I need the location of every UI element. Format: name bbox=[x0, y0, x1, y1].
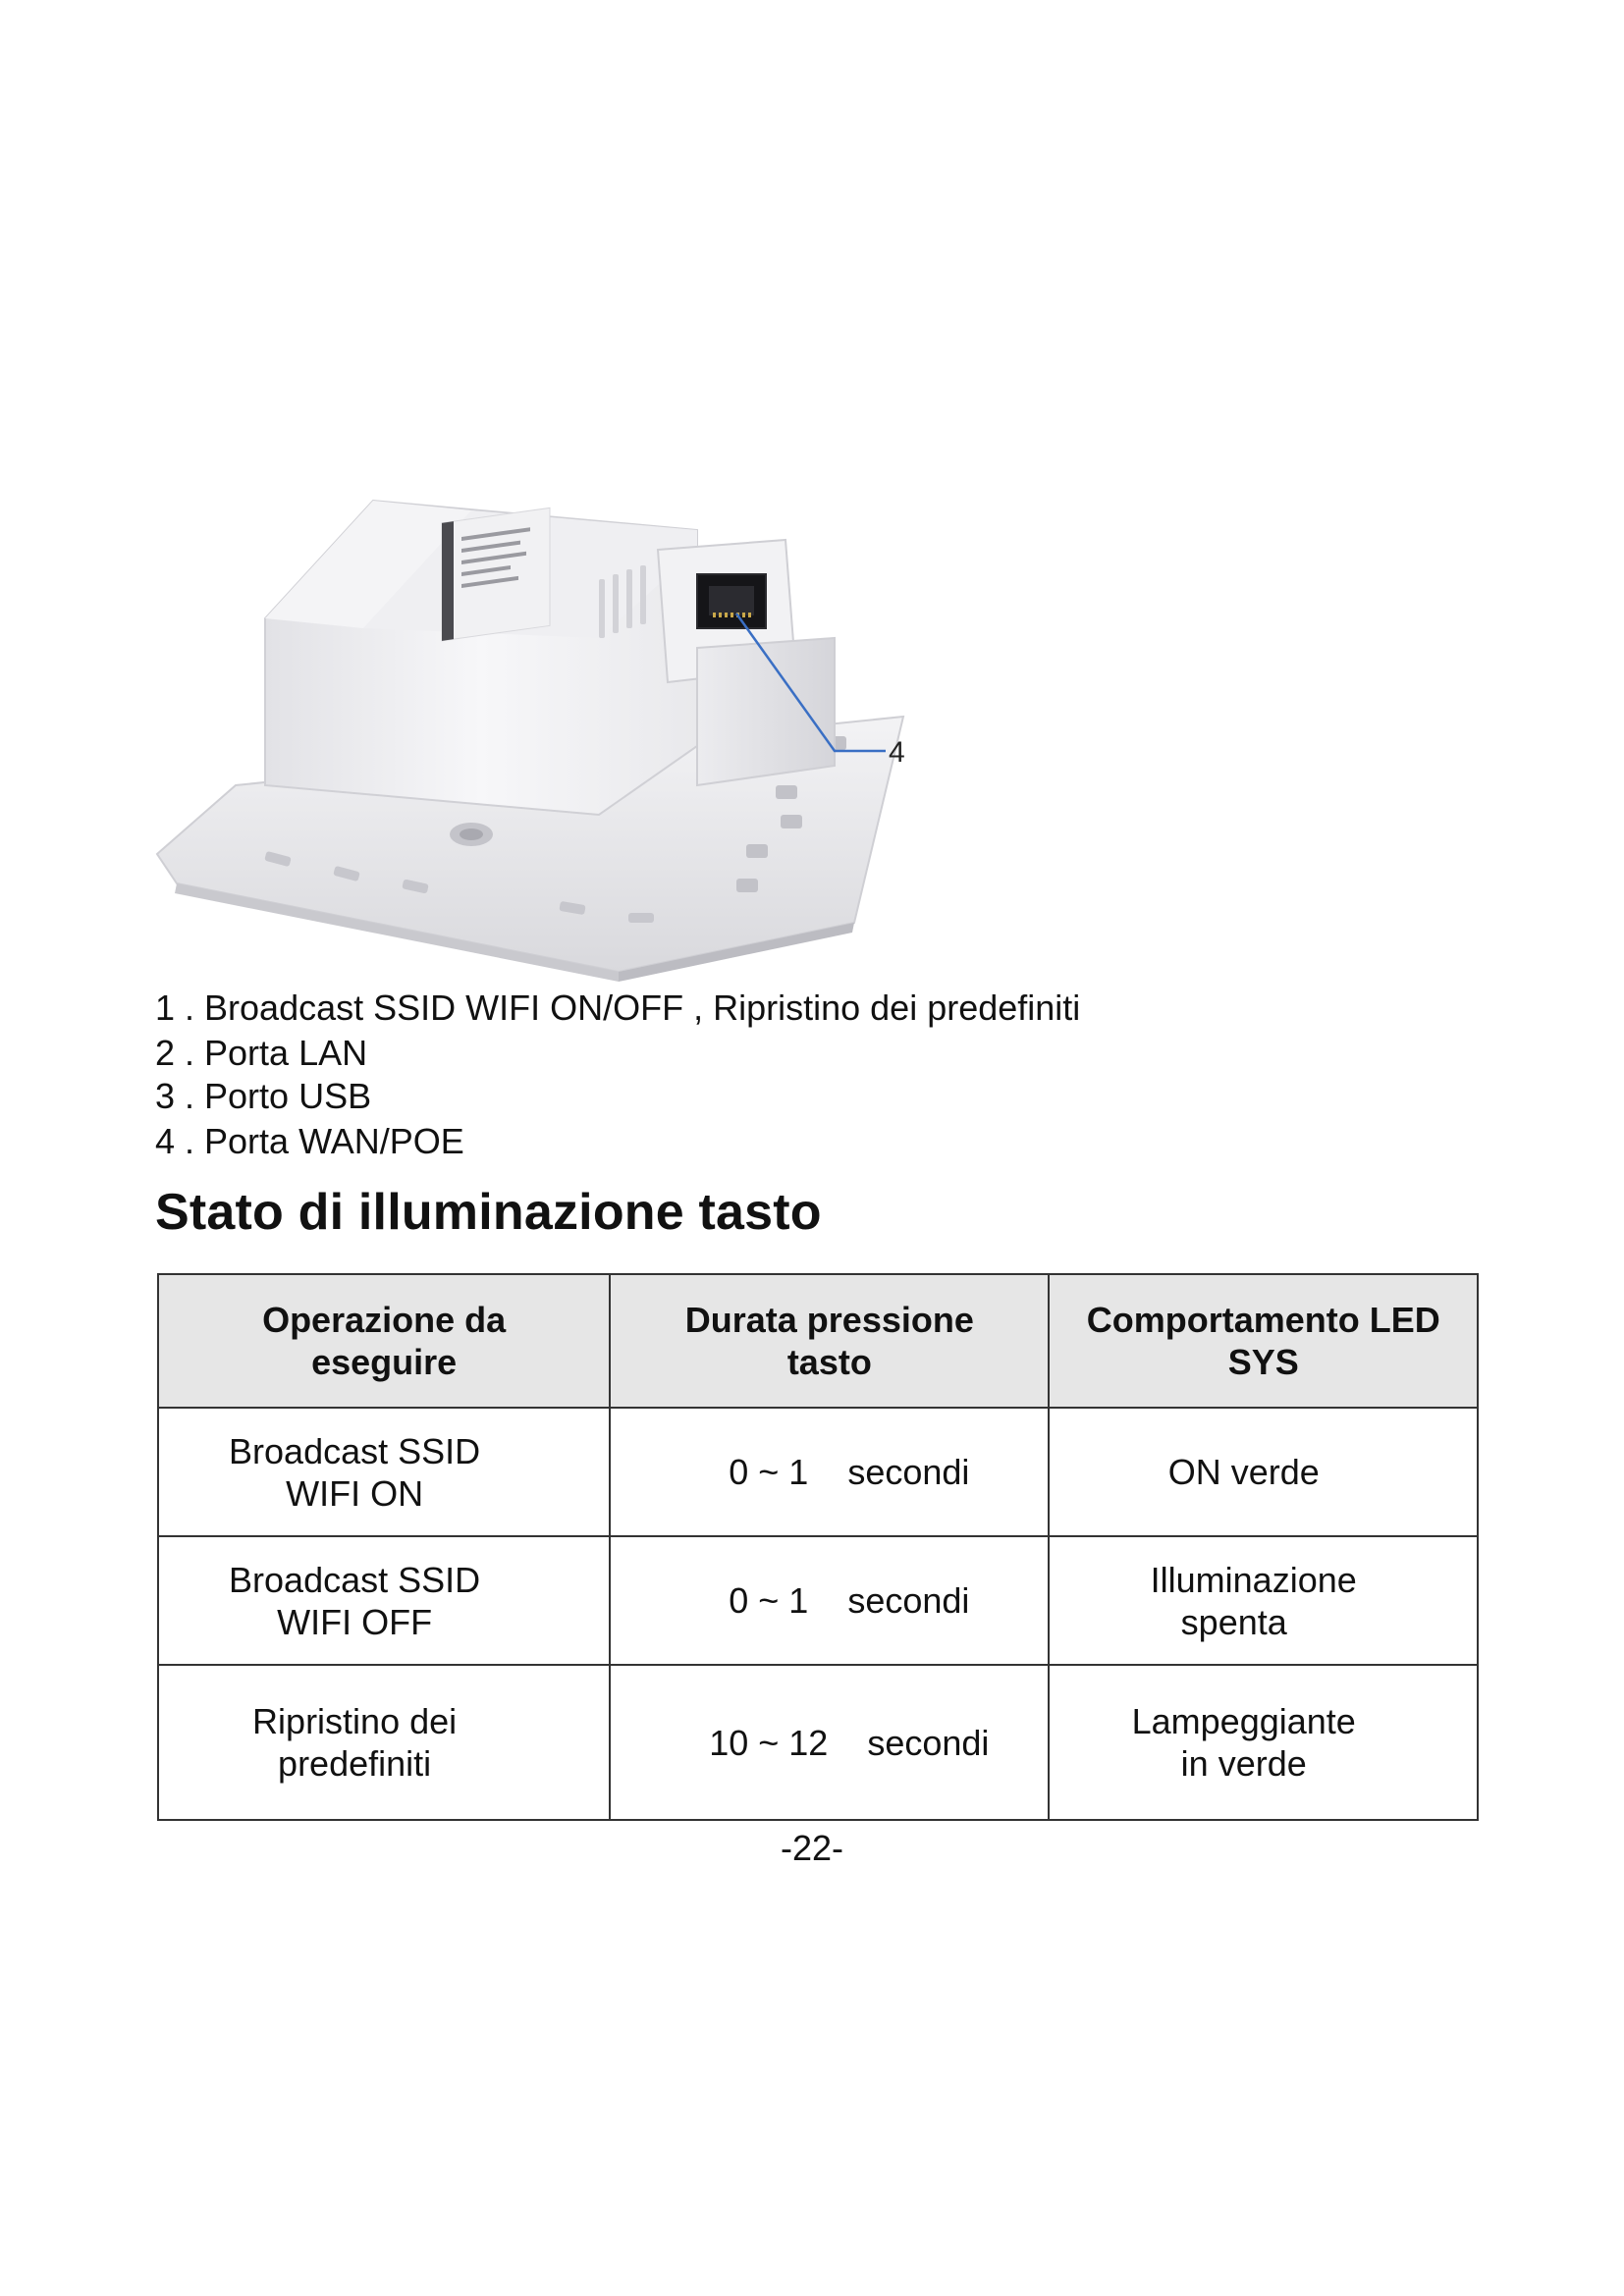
cell-line: WIFI ON bbox=[286, 1472, 424, 1514]
cell-operation bbox=[158, 1536, 610, 1665]
header-led bbox=[1049, 1274, 1478, 1408]
cell-line: Lampeggiante bbox=[1131, 1701, 1356, 1741]
header-line: eseguire bbox=[311, 1342, 458, 1382]
cell-line: Illuminazione bbox=[1150, 1559, 1357, 1600]
header-line: Operazione da bbox=[262, 1300, 507, 1340]
header-line: Durata pressione bbox=[684, 1300, 974, 1340]
table-row bbox=[158, 1665, 1478, 1820]
led-status-table bbox=[157, 1273, 1479, 1821]
header-operation bbox=[158, 1274, 610, 1408]
cell-operation bbox=[158, 1408, 610, 1536]
cell-duration bbox=[610, 1408, 1049, 1536]
table-header-row bbox=[158, 1274, 1478, 1408]
cell-duration bbox=[610, 1536, 1049, 1665]
legend-item: 3 . Porto USB bbox=[155, 1076, 372, 1116]
main-housing bbox=[265, 501, 697, 815]
cell-line: 0 ~ 1 secondi bbox=[729, 1452, 970, 1492]
wall-access-point-illustration bbox=[147, 491, 952, 982]
cell-line: Broadcast SSID bbox=[229, 1430, 481, 1471]
cell-line: 10 ~ 12 secondi bbox=[709, 1722, 990, 1763]
cell-led bbox=[1049, 1665, 1478, 1820]
header-line: Comportamento LED bbox=[1086, 1300, 1440, 1340]
cell-line: Broadcast SSID bbox=[229, 1559, 481, 1600]
cell-line: in verde bbox=[1180, 1743, 1307, 1784]
cell-line: Ripristino dei bbox=[252, 1701, 458, 1741]
table-row bbox=[158, 1408, 1478, 1536]
legend-item: 4 . Porta WAN/POE bbox=[155, 1121, 464, 1161]
legend-item: 2 . Porta LAN bbox=[155, 1033, 368, 1073]
product-photo bbox=[147, 491, 952, 982]
legend-item: 1 . Broadcast SSID WIFI ON/OFF , Ripristino dei predefiniti bbox=[155, 988, 1081, 1028]
cell-duration bbox=[610, 1665, 1049, 1820]
table-row bbox=[158, 1536, 1478, 1665]
cell-line: predefiniti bbox=[278, 1743, 432, 1784]
header-line: SYS bbox=[1227, 1342, 1299, 1382]
header-line: tasto bbox=[786, 1342, 872, 1382]
port-legend bbox=[155, 987, 1080, 1163]
cell-line: WIFI OFF bbox=[277, 1601, 433, 1642]
cell-line: spenta bbox=[1180, 1601, 1287, 1642]
callout-number: 4 bbox=[889, 736, 905, 769]
cell-line: ON verde bbox=[1167, 1452, 1320, 1492]
section-title: Stato di illuminazione tasto bbox=[155, 1184, 822, 1241]
page-number: -22- bbox=[780, 1828, 844, 1868]
cell-led bbox=[1049, 1408, 1478, 1536]
cell-operation bbox=[158, 1665, 610, 1820]
header-duration bbox=[610, 1274, 1049, 1408]
cell-led bbox=[1049, 1536, 1478, 1665]
cell-line: 0 ~ 1 secondi bbox=[729, 1580, 970, 1621]
